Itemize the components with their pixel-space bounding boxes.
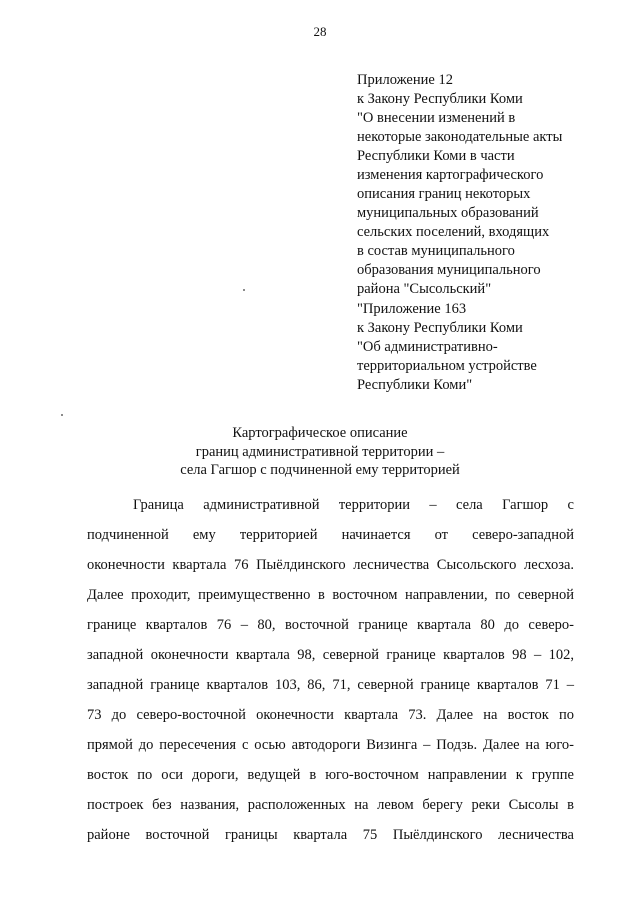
page-number: 28	[313, 24, 327, 39]
body-line: построек без названия, расположенных на левом берегу реки Сысолы в	[87, 797, 574, 813]
body-line: западной оконечности квартала 98, северной границе кварталов 98 – 102,	[87, 647, 574, 663]
appendix-header-line: описания границ некоторых	[357, 186, 531, 202]
sub-appendix-header	[357, 300, 537, 395]
body-line: Граница административной территории – села Гагшор с	[133, 497, 574, 513]
sub-appendix-line: "Об административно-	[357, 339, 498, 355]
appendix-header-line: к Закону Республики Коми	[357, 91, 523, 107]
body-line: оконечности квартала 76 Пыёлдинского лесничества Сысольского лесхоза.	[87, 557, 574, 573]
appendix-header-line: образования муниципального	[357, 262, 541, 278]
title-line: границ административной территории –	[195, 443, 445, 460]
sub-appendix-line: Республики Коми"	[357, 377, 473, 393]
body-line: Далее проходит, преимущественно в восточном направлении, по северной	[87, 587, 574, 603]
body-line: восток по оси дороги, ведущей в юго-восточном направлении к группе	[87, 767, 574, 783]
document-title	[0, 424, 640, 480]
body-line: границе кварталов 76 – 80, восточной границе квартала 80 до северо-	[87, 617, 574, 633]
appendix-header	[357, 71, 562, 299]
appendix-header-line: изменения картографического	[357, 167, 544, 183]
appendix-header-line: Республики Коми в части	[357, 148, 515, 164]
appendix-header-line: муниципальных образований	[357, 205, 539, 221]
body-line: западной границе кварталов 103, 86, 71, северной границе кварталов 71 –	[87, 677, 574, 693]
scan-speck	[61, 414, 63, 416]
appendix-header-line: района "Сысольский"	[357, 281, 492, 297]
body-paragraph	[87, 490, 574, 850]
body-line: подчиненной ему территорией начинается от северо-западной	[87, 527, 574, 543]
body-line: районе восточной границы квартала 75 Пыёлдинского лесничества	[87, 827, 574, 843]
title-line: села Гагшор с подчиненной ему территорией	[180, 462, 460, 478]
sub-appendix-line: территориальном устройстве	[357, 358, 537, 374]
sub-appendix-line: к Закону Республики Коми	[357, 320, 523, 336]
body-line: прямой до пересечения с осью автодороги Визинга – Подзь. Далее на юго-	[87, 737, 574, 753]
appendix-header-line: некоторые законодательные акты	[357, 129, 563, 145]
sub-appendix-line: "Приложение 163	[357, 301, 467, 317]
appendix-header-line: "О внесении изменений в	[357, 110, 516, 126]
body-line: 73 до северо-восточной оконечности квартала 73. Далее на восток по	[87, 707, 574, 723]
appendix-header-line: Приложение 12	[357, 72, 453, 88]
appendix-header-line: сельских поселений, входящих	[357, 224, 550, 240]
appendix-header-line: в состав муниципального	[357, 243, 515, 259]
scan-speck	[243, 289, 245, 291]
title-line: Картографическое описание	[232, 425, 408, 441]
